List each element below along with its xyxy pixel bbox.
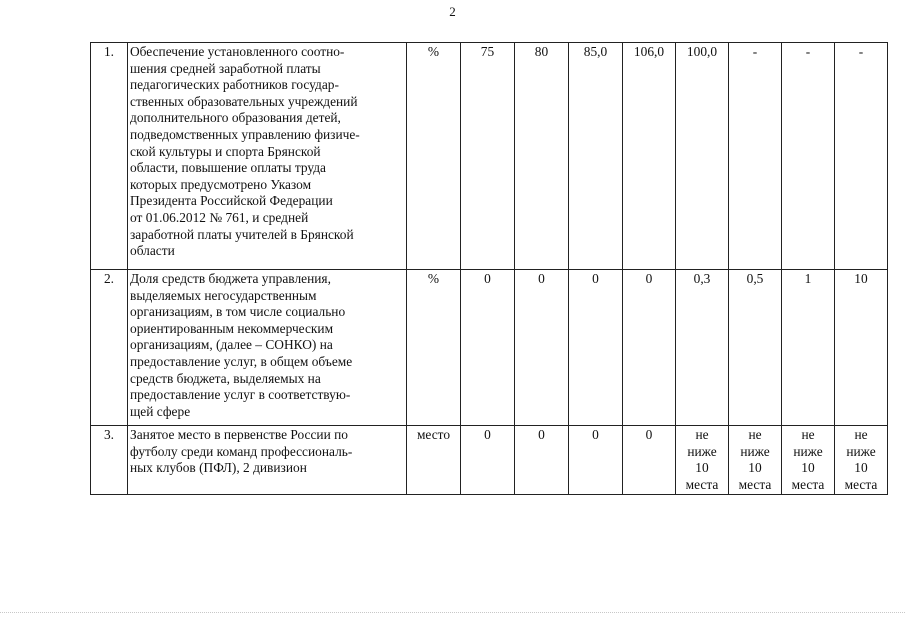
indicator-name: Занятое место в первенстве России по футболу среди команд профессиональ- ных клубов (ПФЛ), 2 дивизион: [128, 426, 407, 495]
indicator-name: Обеспечение установленного соотно- шения средней заработной платы педагогических работников государ- ственных образовательных учреждений дополнительного образования детей, подведомственных управлению физиче- ской культуры и спорта Брянской области, повышение оплаты труда которых предусмотрено Указом Президента Российской Федерации от 01.06.2012 № 761, и средней заработной платы учителей в Брянской области: [128, 43, 407, 270]
indicator-value: 0: [515, 426, 569, 495]
indicator-value: не ниже 10 места: [782, 426, 835, 495]
indicator-value: -: [782, 43, 835, 270]
indicator-value: 0,3: [676, 270, 729, 426]
indicator-name: Доля средств бюджета управления, выделяемых негосударственным организациям, в том числе социально ориентированным некоммерческим организациям, (далее – СОНКО) на предоставление услуг, в общем объеме средств бюджета, выделяемых на предоставление услуг в соответствую- щей сфере: [128, 270, 407, 426]
indicator-value: 10: [835, 270, 888, 426]
indicator-value: 80: [515, 43, 569, 270]
row-number: 1.: [91, 43, 128, 270]
indicator-value: 85,0: [569, 43, 623, 270]
indicator-value: не ниже 10 места: [729, 426, 782, 495]
unit-of-measure: место: [407, 426, 461, 495]
indicator-value: 0: [515, 270, 569, 426]
table-row: [91, 43, 888, 270]
unit-of-measure: %: [407, 270, 461, 426]
indicator-value: -: [729, 43, 782, 270]
indicator-value: 0: [461, 426, 515, 495]
indicator-value: 0: [461, 270, 515, 426]
indicator-value: 0: [569, 426, 623, 495]
table-row: [91, 426, 888, 495]
indicators-table: [90, 42, 888, 495]
table-row: [91, 270, 888, 426]
indicator-value: 1: [782, 270, 835, 426]
indicator-value: 0: [569, 270, 623, 426]
indicator-value: 0,5: [729, 270, 782, 426]
indicator-value: 100,0: [676, 43, 729, 270]
indicator-value: не ниже 10 места: [676, 426, 729, 495]
indicator-value: 106,0: [623, 43, 676, 270]
indicator-value: 0: [623, 426, 676, 495]
indicator-value: 75: [461, 43, 515, 270]
indicator-value: 0: [623, 270, 676, 426]
indicator-value: -: [835, 43, 888, 270]
row-number: 2.: [91, 270, 128, 426]
unit-of-measure: %: [407, 43, 461, 270]
page-number: 2: [449, 4, 456, 19]
row-number: 3.: [91, 426, 128, 495]
indicator-value: не ниже 10 места: [835, 426, 888, 495]
scan-artifact-line: [0, 612, 905, 614]
